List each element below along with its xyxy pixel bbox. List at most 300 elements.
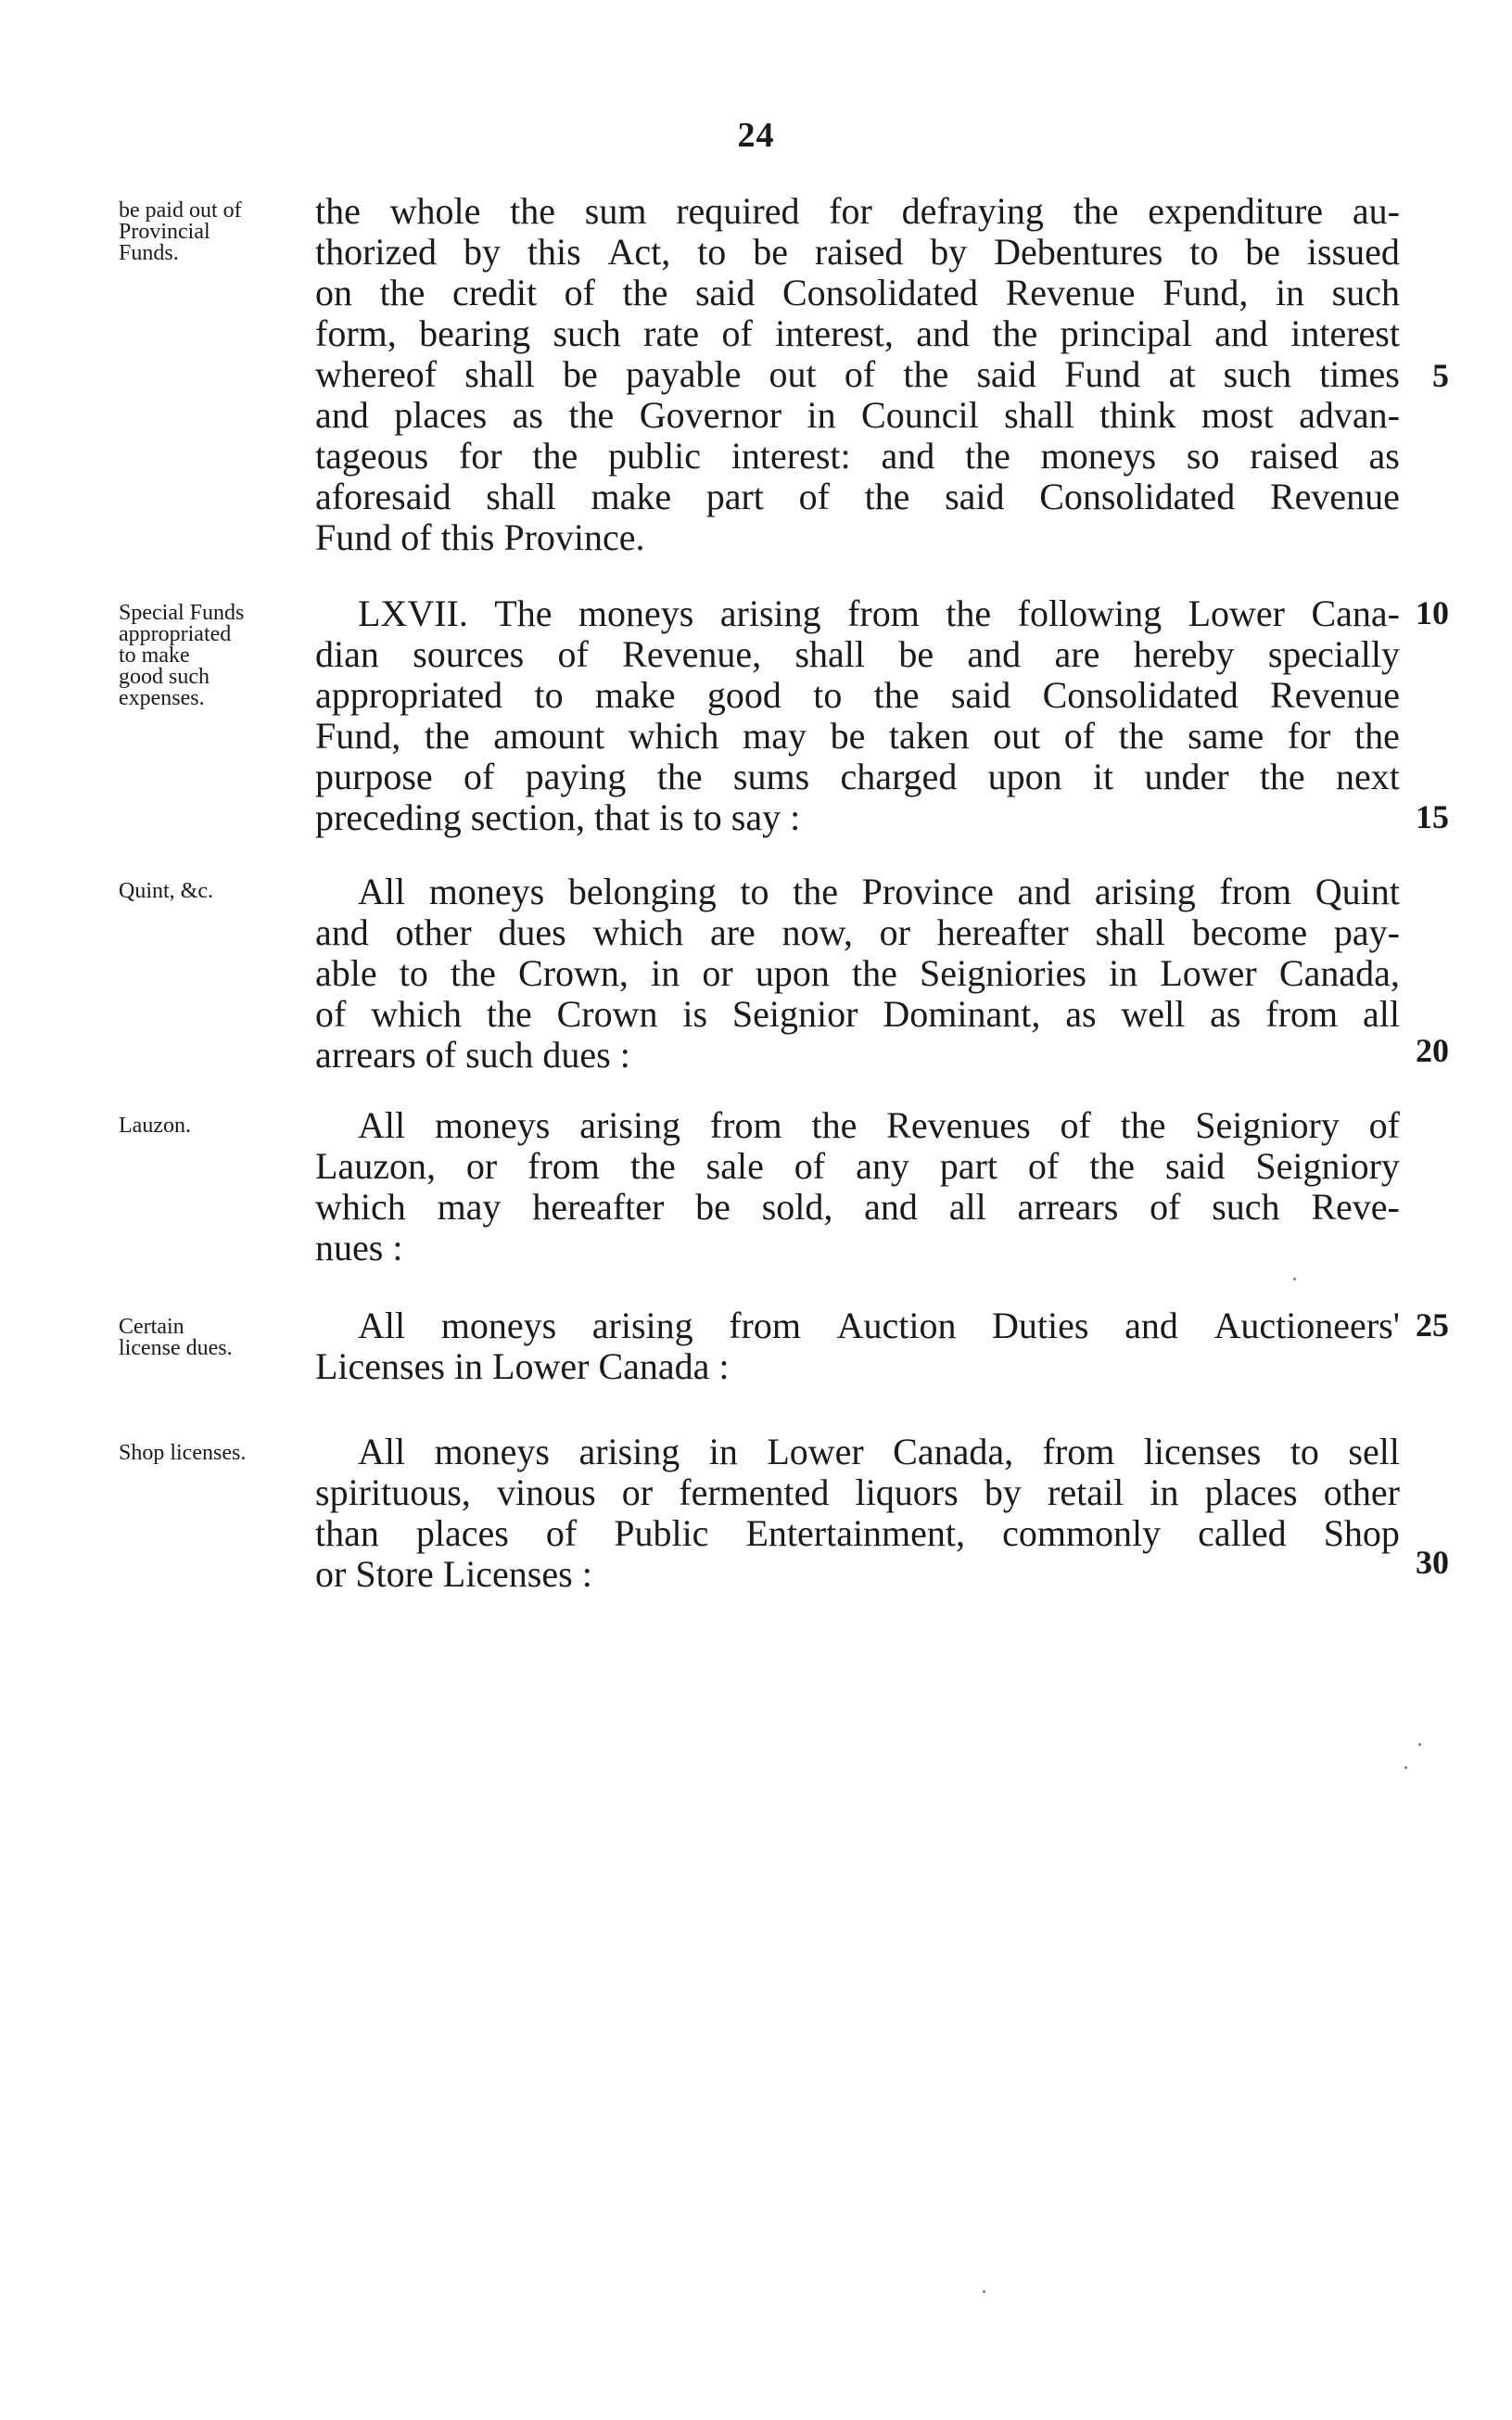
word: called [1198, 1512, 1287, 1554]
text-line [315, 313, 1400, 354]
text-line [315, 232, 1400, 273]
word: the [622, 272, 668, 313]
word: charged [840, 756, 958, 797]
word: sum [584, 190, 647, 232]
margin-note-special-funds: Special Funds appropriated to make good such expenses. [119, 601, 245, 710]
word: and [967, 633, 1022, 675]
word: all [1363, 993, 1400, 1035]
word: such [1212, 1186, 1280, 1228]
word: the [851, 952, 897, 994]
word: Crown, [518, 952, 629, 994]
word: places [415, 1512, 509, 1554]
word: issued [1306, 231, 1400, 273]
word: be [563, 353, 598, 395]
text-line [315, 757, 1400, 797]
word: Seignior [731, 993, 858, 1035]
word: Seigniory [1255, 1145, 1400, 1187]
word: same [1188, 715, 1264, 757]
word: are [1054, 633, 1100, 675]
word: Act, [607, 231, 671, 273]
word: to [399, 952, 428, 994]
word: in [1275, 272, 1305, 313]
margin-note-paid-out: be paid out of Provincial Funds. [119, 198, 242, 265]
text-line [315, 953, 1400, 994]
word: Consolidated [781, 272, 979, 313]
word: Fund, [315, 715, 401, 757]
word: of [557, 633, 589, 675]
word: and [864, 1186, 918, 1228]
word: for [1287, 715, 1331, 757]
word: shall [486, 476, 556, 517]
word: arising [578, 1431, 680, 1472]
word: in [1150, 1471, 1179, 1513]
word: Auctioneers' [1213, 1305, 1400, 1346]
line-number: 15 [1416, 798, 1449, 835]
word: or [879, 911, 910, 953]
word: for [458, 435, 502, 477]
word: to [1290, 1431, 1319, 1472]
word: Lauzon, [315, 1145, 436, 1187]
word: from [847, 592, 920, 634]
text-line [315, 1432, 1400, 1472]
word: from [709, 1104, 782, 1146]
word: sale [705, 1145, 764, 1187]
word: upon [755, 952, 830, 994]
word: shall [794, 633, 865, 675]
word: part [939, 1145, 997, 1187]
word: Entertainment, [745, 1512, 966, 1554]
word: as [1368, 435, 1400, 477]
word: of [1150, 1186, 1181, 1228]
word: sell [1348, 1431, 1400, 1472]
text-line [315, 1472, 1400, 1513]
word: paying [525, 756, 627, 797]
word: as [1210, 993, 1241, 1035]
word: interest, [775, 312, 894, 354]
word: the [946, 592, 992, 634]
word: the [1354, 715, 1400, 757]
word: appropriated [315, 674, 503, 716]
word: from [527, 1145, 600, 1187]
text-line [315, 716, 1400, 757]
word: Lower [767, 1431, 864, 1472]
word: amount [493, 715, 605, 757]
margin-note-certain: Certain license dues. [119, 1315, 233, 1360]
word: arising [719, 592, 821, 634]
word: of [1027, 1145, 1060, 1187]
word: of [315, 993, 347, 1035]
word: of [463, 756, 495, 797]
word: of [721, 312, 753, 354]
word: tageous [315, 435, 429, 477]
word: form, [315, 312, 397, 354]
word: may [743, 715, 807, 757]
word: Governor [639, 394, 782, 436]
text-line [315, 191, 1400, 232]
word: the [864, 476, 910, 517]
word: by [930, 231, 968, 273]
word: LXVII. [358, 592, 468, 634]
word: or [621, 1471, 654, 1513]
word: Revenue, [622, 633, 762, 675]
word: expenditure [1148, 190, 1324, 232]
word: Shop [1323, 1512, 1400, 1554]
word: so [1186, 435, 1220, 477]
word: purpose [315, 756, 433, 797]
text-line: or Store Licenses : [315, 1553, 592, 1595]
word: said [1164, 1145, 1226, 1187]
word: public [608, 435, 702, 477]
word: the [424, 715, 470, 757]
word: Auction [836, 1305, 957, 1346]
line-number: 25 [1416, 1306, 1449, 1344]
word: the [1259, 756, 1305, 797]
word: All [358, 1104, 406, 1146]
text-line: arrears of such dues : [315, 1034, 630, 1076]
word: which [371, 993, 462, 1035]
word: and [881, 435, 935, 477]
text-line: preceding section, that is to say : [315, 796, 801, 838]
word: Revenue [1270, 674, 1400, 716]
word: well [1121, 993, 1186, 1035]
word: and [1124, 1305, 1178, 1346]
word: to [1189, 231, 1219, 273]
word: be [695, 1186, 731, 1228]
scan-speck [1418, 1743, 1421, 1746]
word: think [1099, 394, 1176, 436]
word: Canada, [893, 1431, 1014, 1472]
word: or [702, 952, 733, 994]
word: in [807, 394, 836, 436]
word: credit [452, 272, 538, 313]
word: the [379, 272, 426, 313]
word: Consolidated [1039, 476, 1236, 517]
word: hereby [1133, 633, 1235, 675]
word: and [315, 394, 369, 436]
word: payable [625, 353, 742, 395]
word: to [740, 871, 769, 912]
word: moneys [578, 592, 694, 634]
word: Duties [992, 1305, 1089, 1346]
word: from [729, 1305, 801, 1346]
word: on [315, 272, 352, 313]
word: arising [591, 1305, 693, 1346]
word: au- [1352, 190, 1400, 232]
text-line [315, 1187, 1400, 1228]
word: the [811, 1104, 858, 1146]
line-number: 20 [1416, 1032, 1449, 1069]
word: the [992, 312, 1038, 354]
word: make [591, 476, 672, 517]
word: under [1144, 756, 1229, 797]
word: moneys [434, 1104, 551, 1146]
word: arising [1094, 871, 1196, 912]
word: which [315, 1186, 406, 1228]
text-line [315, 354, 1400, 395]
word: out [993, 715, 1041, 757]
word: such [1331, 272, 1400, 313]
word: able [315, 952, 377, 994]
word: pay- [1333, 911, 1400, 953]
word: Lower [1160, 952, 1257, 994]
text-line [315, 994, 1400, 1035]
text-line [315, 477, 1400, 517]
word: said [945, 476, 1005, 517]
word: All [358, 871, 406, 912]
word: fermented [679, 1471, 830, 1513]
word: rate [643, 312, 700, 354]
word: hereafter [532, 1186, 665, 1228]
word: retail [1048, 1471, 1124, 1513]
margin-note-shop: Shop licenses. [119, 1441, 247, 1465]
word: be [1245, 231, 1280, 273]
word: dian [315, 633, 379, 675]
word: Dominant, [883, 993, 1041, 1035]
paragraph-debentures [315, 191, 1400, 558]
word: specially [1267, 633, 1400, 675]
word: the [1089, 1145, 1136, 1187]
word: the [903, 353, 949, 395]
word: good [706, 674, 781, 716]
word: dues [498, 911, 566, 953]
word: or [465, 1145, 498, 1187]
word: of [798, 476, 830, 517]
word: places [394, 394, 488, 436]
word: interest: [731, 435, 851, 477]
word: Canada, [1278, 952, 1400, 994]
paragraph-quint [315, 872, 1400, 1076]
text-line [315, 912, 1400, 953]
word: whereof [315, 353, 438, 395]
word: Crown [556, 993, 658, 1035]
word: moneys [440, 1305, 557, 1346]
word: of [844, 353, 876, 395]
word: shall [464, 353, 535, 395]
text-line [315, 436, 1400, 477]
word: bearing [419, 312, 531, 354]
word: by [463, 231, 501, 273]
word: and [1017, 871, 1072, 912]
word: belonging [567, 871, 717, 912]
word: Province [861, 871, 994, 912]
word: as [512, 394, 543, 436]
word: the [568, 394, 615, 436]
text-line: Licenses in Lower Canada : [315, 1345, 730, 1387]
word: Lower [1188, 592, 1286, 634]
paragraph-lauzon [315, 1105, 1400, 1268]
line-number: 10 [1416, 594, 1449, 631]
word: and [1214, 312, 1268, 354]
margin-note-lauzon: Lauzon. [119, 1114, 191, 1138]
word: arrears [1017, 1186, 1119, 1228]
word: the [510, 190, 556, 232]
text-line [315, 1146, 1400, 1187]
word: may [437, 1186, 502, 1228]
word: taken [888, 715, 970, 757]
word: which [628, 715, 719, 757]
word: shall [1004, 394, 1074, 436]
text-line [315, 872, 1400, 912]
word: Seigniory [1195, 1104, 1340, 1146]
word: the [793, 871, 839, 912]
scan-speck [1404, 1766, 1407, 1769]
word: The [494, 592, 553, 634]
paragraph-shop-licenses [315, 1432, 1400, 1595]
word: following [1017, 592, 1163, 634]
word: vinous [496, 1471, 596, 1513]
word: out [769, 353, 817, 395]
word: at [1168, 353, 1196, 395]
word: the [873, 674, 920, 716]
word: shall [1095, 911, 1166, 953]
word: the [965, 435, 1010, 477]
word: all [948, 1186, 986, 1228]
margin-note-quint: Quint, &c. [119, 879, 213, 903]
word: of [1368, 1104, 1400, 1146]
word: aforesaid [315, 476, 451, 517]
word: are [709, 911, 756, 953]
word: liquors [855, 1471, 959, 1513]
word: is [682, 993, 708, 1035]
text-line [315, 675, 1400, 716]
word: Fund, [1163, 272, 1249, 313]
word: licenses [1143, 1431, 1262, 1472]
word: the [315, 190, 361, 232]
text-line [315, 1513, 1400, 1554]
word: upon [987, 756, 1062, 797]
word: sold, [761, 1186, 833, 1228]
word: moneys [428, 871, 545, 912]
text-line: nues : [315, 1227, 403, 1268]
word: be [898, 633, 934, 675]
word: from [1042, 1431, 1115, 1472]
word: now, [781, 911, 853, 953]
word: in [708, 1431, 738, 1472]
word: commonly [1002, 1512, 1162, 1554]
word: said [694, 272, 756, 313]
word: the [1120, 1104, 1166, 1146]
word: by [984, 1471, 1022, 1513]
word: arising [579, 1104, 681, 1146]
word: be [753, 231, 788, 273]
page-number: 24 [737, 116, 775, 155]
word: to [534, 674, 564, 716]
word: All [358, 1305, 406, 1346]
word: the [656, 756, 703, 797]
word: other [1323, 1471, 1400, 1513]
paragraph-auction [315, 1306, 1400, 1387]
word: whole [389, 190, 481, 232]
word: raised [1250, 435, 1339, 477]
word: part [705, 476, 764, 517]
word: moneys [434, 1431, 550, 1472]
text-line [315, 634, 1400, 675]
word: than [315, 1512, 379, 1554]
word: the [1118, 715, 1164, 757]
word: and [916, 312, 970, 354]
word: most [1201, 394, 1274, 436]
word: Quint [1315, 871, 1400, 912]
word: said [950, 674, 1011, 716]
word: such [553, 312, 621, 354]
word: in [651, 952, 680, 994]
text-line [315, 273, 1400, 313]
line-number: 5 [1432, 357, 1449, 394]
word: Public [614, 1512, 709, 1554]
word: other [395, 911, 472, 953]
word: this [527, 231, 581, 273]
text-line [315, 395, 1400, 436]
text-line [315, 593, 1400, 634]
word: next [1335, 756, 1400, 797]
word: any [856, 1145, 909, 1187]
word: Reve- [1311, 1186, 1400, 1228]
word: to [697, 231, 727, 273]
word: said [976, 353, 1036, 395]
word: in [1109, 952, 1138, 994]
word: of [545, 1512, 578, 1554]
word: make [594, 674, 676, 716]
word: places [1204, 1471, 1298, 1513]
word: as [1065, 993, 1097, 1035]
text-line [315, 1306, 1400, 1346]
word: of [1060, 1104, 1091, 1146]
word: of [564, 272, 595, 313]
word: of [1063, 715, 1096, 757]
word: interest [1290, 312, 1400, 354]
word: spirituous, [315, 1471, 471, 1513]
word: and [315, 911, 369, 953]
word: required [676, 190, 800, 232]
word: Revenue [1005, 272, 1136, 313]
word: advan- [1299, 394, 1400, 436]
word: from [1265, 993, 1339, 1035]
scan-speck [1293, 1278, 1296, 1280]
text-line: Fund of this Province. [315, 516, 645, 558]
word: the [532, 435, 578, 477]
word: be [830, 715, 866, 757]
paragraph-section-lxvii [315, 593, 1400, 838]
word: for [829, 190, 872, 232]
word: raised [814, 231, 904, 273]
word: Debentures [994, 231, 1163, 273]
word: sources [413, 633, 525, 675]
word: Cana- [1311, 592, 1400, 634]
word: the [1073, 190, 1119, 232]
word: the [486, 993, 532, 1035]
word: which [592, 911, 684, 953]
word: sums [732, 756, 810, 797]
word: from [1219, 871, 1292, 912]
scan-speck [983, 2290, 985, 2293]
word: of [794, 1145, 826, 1187]
word: become [1191, 911, 1308, 953]
word: defraying [901, 190, 1044, 232]
text-line [315, 1105, 1400, 1146]
word: moneys [1040, 435, 1157, 477]
word: hereafter [936, 911, 1069, 953]
word: it [1092, 756, 1114, 797]
word: principal [1060, 312, 1192, 354]
word: Fund [1064, 353, 1141, 395]
word: Revenue [1269, 476, 1400, 517]
line-number: 30 [1416, 1544, 1449, 1581]
word: thorized [315, 231, 438, 273]
word: Council [861, 394, 979, 436]
word: All [358, 1431, 406, 1472]
word: to [813, 674, 843, 716]
word: Seigniories [919, 952, 1086, 994]
